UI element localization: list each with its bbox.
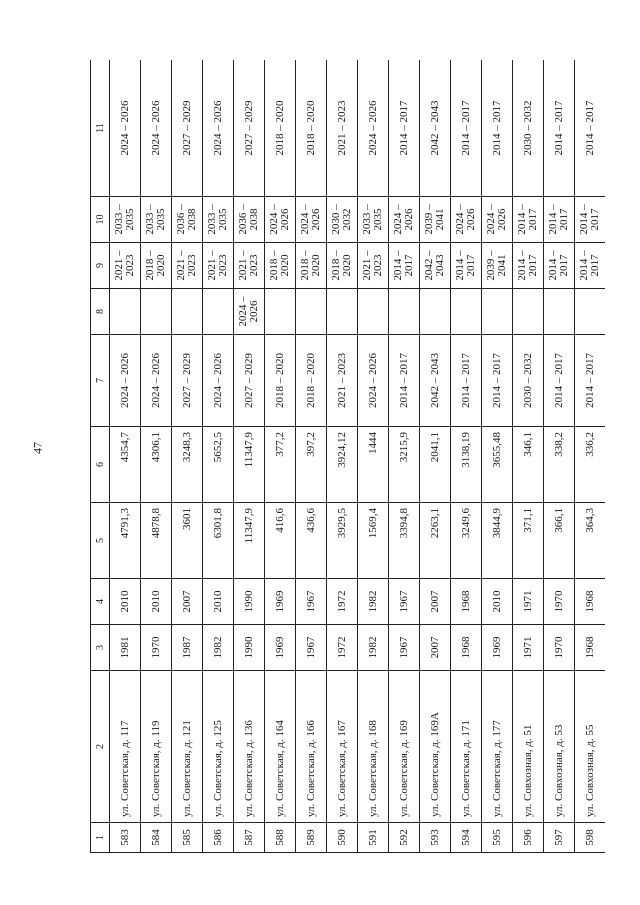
table-cell: 1981 [110,625,141,671]
table-cell: 2024 – 2026 [358,60,389,197]
table-cell: 590 [327,823,358,853]
table-cell [451,289,482,335]
table-cell: 2021 – 2023 [234,243,265,289]
table-cell: 2014 – 2017 [389,335,420,427]
table-cell: 1970 [544,625,575,671]
header-row [91,60,110,853]
table-cell [575,289,606,335]
table-cell: 2039 – 2041 [420,197,451,243]
table-row [420,60,451,853]
table-row [110,60,141,853]
table-cell: 2041,1 [420,427,451,503]
table-cell: 589 [296,823,327,853]
column-header: 2 [91,671,110,823]
table-cell: 1972 [327,625,358,671]
table-cell: 5652,5 [203,427,234,503]
table-cell: 2024 – 2026 [389,197,420,243]
table-cell: 2010 [203,579,234,625]
housing-repair-table [90,60,605,853]
table-cell: 3601 [172,503,203,579]
table-row [327,60,358,853]
page-number: 47 [30,442,45,454]
table-cell: 2014 – 2017 [451,243,482,289]
table-cell: 1967 [389,625,420,671]
table-cell: 1969 [482,625,513,671]
table-cell: 2018 – 2020 [327,243,358,289]
table-cell: 1982 [358,625,389,671]
table-cell: ул. Советская, д. 177 [482,671,513,823]
table-row [451,60,482,853]
table-cell: 2027 – 2029 [234,60,265,197]
table-cell: 2021 – 2023 [110,243,141,289]
table-row [203,60,234,853]
table-cell: 2018 – 2020 [265,335,296,427]
table-cell: ул. Совхозная, д. 53 [544,671,575,823]
table-cell: 591 [358,823,389,853]
table-cell: ул. Советская, д. 119 [141,671,172,823]
table-cell: 2021 – 2023 [327,335,358,427]
table-cell: 1971 [513,579,544,625]
table-cell: 2042 – 2043 [420,335,451,427]
table-cell: 2033 – 2035 [110,197,141,243]
table-cell: 2010 [141,579,172,625]
table-cell [482,289,513,335]
table-cell [420,289,451,335]
table-cell: ул. Советская, д. 125 [203,671,234,823]
table-cell: 336,2 [575,427,606,503]
table-cell: 2033 – 2035 [141,197,172,243]
table-cell: 2036 – 2038 [172,197,203,243]
table-cell: 2014 – 2017 [575,335,606,427]
table-cell [513,289,544,335]
table-row [358,60,389,853]
column-header: 6 [91,427,110,503]
table-cell: 596 [513,823,544,853]
table-cell [203,289,234,335]
table-cell: 2007 [172,579,203,625]
rotated-table-frame [90,60,605,853]
table-cell: 11347,9 [234,427,265,503]
table-cell: 1987 [172,625,203,671]
table-cell: 3844,9 [482,503,513,579]
table-cell: 2018 – 2020 [141,243,172,289]
table-cell: 4306,1 [141,427,172,503]
table-cell: 2036 – 2038 [234,197,265,243]
table-cell [141,289,172,335]
table-cell: 2007 [420,625,451,671]
column-header: 1 [91,823,110,853]
table-cell: 598 [575,823,606,853]
table-cell: 2024 – 2026 [203,335,234,427]
table-cell: 6301,8 [203,503,234,579]
table-cell: 1969 [265,625,296,671]
table-cell: ул. Советская, д. 164 [265,671,296,823]
table-cell: 377,2 [265,427,296,503]
table-row [265,60,296,853]
table-cell: 2024 – 2026 [110,335,141,427]
table-cell: 594 [451,823,482,853]
table-cell: 2014 – 2017 [544,197,575,243]
table-cell: 4354,7 [110,427,141,503]
table-row [575,60,606,853]
table-cell: ул. Советская, д. 169 [389,671,420,823]
table-cell [110,289,141,335]
table-cell: 1968 [451,625,482,671]
column-header: 9 [91,243,110,289]
table-row [482,60,513,853]
column-header: 10 [91,197,110,243]
table-cell: ул. Совхозная, д. 55 [575,671,606,823]
table-cell: 366,1 [544,503,575,579]
table-cell: 1969 [265,579,296,625]
table-cell: 588 [265,823,296,853]
table-cell: 1982 [203,625,234,671]
table-row [389,60,420,853]
table-row [141,60,172,853]
table-cell: 2039 – 2041 [482,243,513,289]
table-cell: 2042 – 2043 [420,243,451,289]
table-cell: 1970 [544,579,575,625]
table-cell [327,289,358,335]
table-cell: 2014 – 2017 [451,60,482,197]
table-cell: 346,1 [513,427,544,503]
table-cell: 2014 – 2017 [544,335,575,427]
table-cell: 3215,9 [389,427,420,503]
table-cell: 2024 – 2026 [110,60,141,197]
table-cell: 2014 – 2017 [544,243,575,289]
table-cell: 2014 – 2017 [575,60,606,197]
table-cell: 2021 – 2023 [172,243,203,289]
table-cell: 2014 – 2017 [389,243,420,289]
table-cell: 1970 [141,625,172,671]
table-row [172,60,203,853]
table-row [513,60,544,853]
table-cell: ул. Совхозная, д. 51 [513,671,544,823]
table-cell: 2018 – 2020 [296,60,327,197]
table-cell: 1968 [575,579,606,625]
table-cell: 397,2 [296,427,327,503]
table-cell: 2018 – 2020 [265,243,296,289]
table-cell: 1967 [389,579,420,625]
table-cell: 364,3 [575,503,606,579]
table-cell: 2030 – 2032 [327,197,358,243]
table-cell: 584 [141,823,172,853]
table-cell: 595 [482,823,513,853]
table-cell: 1990 [234,579,265,625]
table-row [296,60,327,853]
table-cell: 2024 – 2026 [265,197,296,243]
table-cell: 593 [420,823,451,853]
table-cell: 2030 – 2032 [513,335,544,427]
table-cell: 2010 [482,579,513,625]
table-cell: 585 [172,823,203,853]
table-cell: 2014 – 2017 [544,60,575,197]
table-cell: 2007 [420,579,451,625]
table-cell: 597 [544,823,575,853]
table-row [234,60,265,853]
table-cell: 11347,9 [234,503,265,579]
table-cell: 2014 – 2017 [389,60,420,197]
table-cell [296,289,327,335]
table-cell: 2024 – 2026 [358,335,389,427]
table-cell: 2014 – 2017 [575,243,606,289]
column-header: 7 [91,335,110,427]
table-cell: 2014 – 2017 [482,60,513,197]
table-cell: 436,6 [296,503,327,579]
table-cell: 587 [234,823,265,853]
table-cell: 2014 – 2017 [575,197,606,243]
table-cell: 2030 – 2032 [513,60,544,197]
table-cell: ул. Советская, д. 136 [234,671,265,823]
table-cell: 2027 – 2029 [234,335,265,427]
table-cell: 2024 – 2026 [296,197,327,243]
table-cell: 4791,3 [110,503,141,579]
table-cell: 2018 – 2020 [296,335,327,427]
table-cell: 2021 – 2023 [203,243,234,289]
table-cell: 4878,8 [141,503,172,579]
table-cell: 2018 – 2020 [265,60,296,197]
table-cell: 2021 – 2023 [358,243,389,289]
table-cell: 1967 [296,625,327,671]
table-cell: 586 [203,823,234,853]
table-cell: ул. Советская, д. 166 [296,671,327,823]
table-cell: 3929,5 [327,503,358,579]
table-cell: 1982 [358,579,389,625]
table-cell: 1967 [296,579,327,625]
table-cell: 2014 – 2017 [513,243,544,289]
table-cell: 3655,48 [482,427,513,503]
table-cell: 3249,6 [451,503,482,579]
table-cell: 2024 – 2026 [203,60,234,197]
table-cell [544,289,575,335]
table-cell [265,289,296,335]
table-cell: 1971 [513,625,544,671]
table-cell: 2027 – 2029 [172,60,203,197]
table-body [110,60,606,853]
table-cell: 1444 [358,427,389,503]
column-header: 4 [91,579,110,625]
table-cell: 2042 – 2043 [420,60,451,197]
column-header: 11 [91,60,110,197]
table-cell: 2018 – 2020 [296,243,327,289]
table-cell: 2263,1 [420,503,451,579]
table-cell: 2033 – 2035 [358,197,389,243]
table-row [544,60,575,853]
table-cell: 2033 – 2035 [203,197,234,243]
table-cell: ул. Советская, д. 167 [327,671,358,823]
table-cell [172,289,203,335]
table-cell: 2010 [110,579,141,625]
table-cell [358,289,389,335]
table-cell: 1968 [575,625,606,671]
table-cell: 592 [389,823,420,853]
table-cell: 1968 [451,579,482,625]
table-cell: 583 [110,823,141,853]
column-header: 5 [91,503,110,579]
table-cell: ул. Советская, д. 169А [420,671,451,823]
table-cell: ул. Советская, д. 168 [358,671,389,823]
table-cell: ул. Советская, д. 171 [451,671,482,823]
column-header: 8 [91,289,110,335]
table-cell: 2027 – 2029 [172,335,203,427]
table-cell: 2014 – 2017 [451,335,482,427]
table-cell: ул. Советская, д. 121 [172,671,203,823]
table-container [90,60,605,853]
table-cell: 2024 – 2026 [451,197,482,243]
table-cell: 3248,3 [172,427,203,503]
table-cell: 2021 – 2023 [327,60,358,197]
table-cell [389,289,420,335]
table-cell: 1972 [327,579,358,625]
table-cell: 3394,8 [389,503,420,579]
table-cell: 2014 – 2017 [482,335,513,427]
table-cell: 416,6 [265,503,296,579]
table-cell: 2024 – 2026 [141,60,172,197]
table-cell: 1990 [234,625,265,671]
table-cell: 371,1 [513,503,544,579]
table-cell: 2024 – 2026 [141,335,172,427]
table-cell: 2024 – 2026 [234,289,265,335]
table-cell: 2024 – 2026 [482,197,513,243]
table-cell: ул. Советская, д. 117 [110,671,141,823]
column-header: 3 [91,625,110,671]
table-cell: 1569,4 [358,503,389,579]
table-cell: 2014 – 2017 [513,197,544,243]
table-cell: 3138,19 [451,427,482,503]
table-cell: 338,2 [544,427,575,503]
table-cell: 3924,12 [327,427,358,503]
